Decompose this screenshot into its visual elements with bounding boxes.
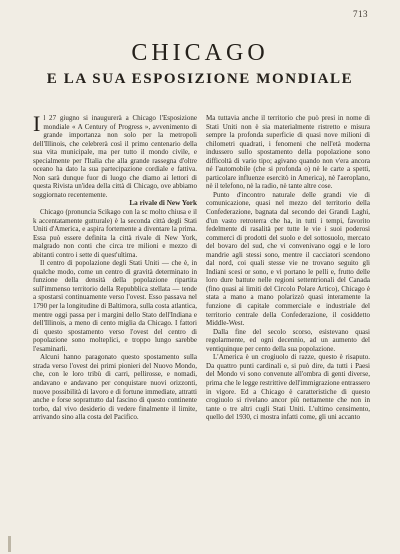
- right-paragraph-4: L'America è un crogiuolo di razze, questo è risaputo. Da quattro punti cardinali e, si può dire, da tutti i Paesi del Mondo vi sono convenute all'ombra di genti diverse, prima che le legge restrittive dell'immigrazione entrassero in vigore. Ed a Chicago è caratteristiche di questo crogiuolo si rivelano ancor più nettamente che non in tante o tre altri cugli Stati Uniti. L'ultimo censimento, quello del 1930, ci mostra infatti come, gli uni accanto: [206, 353, 370, 422]
- right-paragraph-3: Dalla fine del secolo scorso, esistevano quasi regolarmente, ed ogni decennio, ad un aumento del ventiquinque per cento della sua popolazione.: [206, 327, 370, 353]
- right-column: [206, 114, 370, 422]
- left-column: [33, 111, 197, 422]
- scan-edge-mark: [8, 536, 11, 552]
- right-paragraph-2: Punto d'incontro naturale delle grandi vie di comunicazione, quasi nel mezzo del territorio della Confederazione, bagnata dal secondo dei Grandi Laghi, d'un vasto retroterra che ha, in tutti i tempi, favorito fedelmente di rasalità per tutte le vie i suoi poderosi commerci di prodotti del suolo e del sottosuolo, mercato del bovaro del sud, che vi convenivano oggi e le loro mandrie agli stessi sono, mentre il cacciatori scendono dal nord, coi quali stesse vie ne trovano seguito gli Indiani scesi or sono, e vi portano le pelli e, frutto delle loro dure battute nelle regioni settentrionali del Canada (fino quasi ai limiti del Circolo Polare Artico), Chicago è stata a mano a mano polarizzò quasi interamente la funzione di capitale commerciale e industriale del territorio centrale della Confederazione, il cosiddetto Middle-West.: [206, 190, 370, 328]
- article-title: CHICAGO: [131, 40, 269, 66]
- article-header: [0, 40, 400, 88]
- page-number: 713: [353, 9, 368, 19]
- left-paragraph-2: Chicago (pronuncia Scikago con la sc molto chiusa e il k accentatamente gutturale) è la seconda città degli Stati Uniti d'America, e aspira fortemente a diventare la prima. Essa può essere definita la città rivale di New York, malgrado non conti che circa tre milioni e mezzo di abitanti contro i sette di quest'ultima.: [33, 208, 197, 259]
- drop-cap: I: [33, 111, 41, 136]
- left-paragraph-1-text: l 27 giugno si inaugurerà a Chicago l'Esposizione mondiale « A Century of Progress », avvenimento di grande importanza non solo per la metropoli dell'Illinois, che celebrerà così il primo centenario della sua vita municipale, ma per tutto il mondo civile, e specialmente per l'Italia che alla grande rassegna d'oltre oceano ha dato la sua partecipazione cordiale e fattiva. Non sarà dunque fuor di luogo che diamo ai lettori di questa Rivista un'idea della città di Chicago, ove abbiamo soggiornato recentemente.: [33, 114, 197, 199]
- right-paragraph-1: Ma tuttavia anche il territorio che può presi in nome di Stati Uniti non è sia materialmente ristretto e misura sempre la profonda superficie di quasi nove milioni di chilometri quadrati, i fenomeni che nell'età moderna indussero sullo spostamento della popolazione sono difficoltà di vario tipo; agivano quando non v'era ancora né l'automobile (che si profonda o) nè le carte a spetti, particolare influenze esercitò in America), nè l'aeroplano, nè il telefono, nè la radio, nè tante altre cose.: [206, 114, 370, 191]
- left-paragraph-1: [33, 111, 197, 199]
- left-paragraph-4: Alcuni hanno paragonato questo spostamento sulla strada verso l'ovest dei primi pionieri del Nuovo Mondo, che, con le loro tribù di carri, pellirosse, e nomadi, andavano e andavano per conquistare nuovi orizzonti, nuove possibilità di lavoro e di fortune immediate, attratti anche e forse soprattutto dal fascino di questo continente torbo, dal vivo desiderio di vedere finalmente il limite, arrivando sino alla costa del Pacifico.: [33, 353, 197, 422]
- section-heading: La rivale di New York: [129, 199, 197, 208]
- article-subtitle: E LA SUA ESPOSIZIONE MONDIALE: [46, 71, 354, 87]
- left-paragraph-3: Il centro di popolazione degli Stati Uniti — che è, in qualche modo, come un centro di gravità determinato in funzione della densità della popolazione ripartita sull'immenso territorio della Repubblica stellata — tende a spostarsi continuamente verso l'ovest. Esso passava nel 1790 per la longitudine di Baltimora, sulla costa atlantica, mentre oggi passa per i margini dello Stato dell'Indiana e dell'Illinois, a meno di cento miglia da Chicago. I fattori di questo spostamento verso l'ovest del centro di popolazione sono molteplici, e troppo lungo sarebbe l'esaminarli.: [33, 259, 197, 353]
